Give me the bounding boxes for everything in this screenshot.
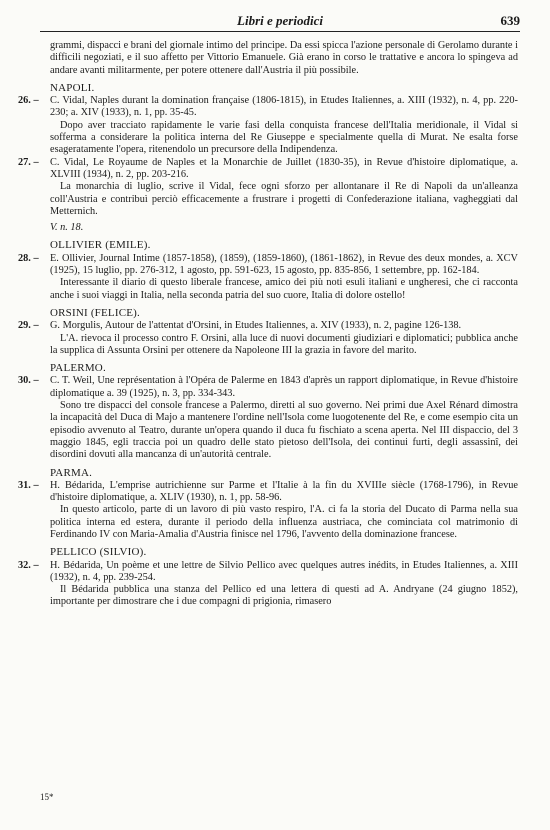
entry-citation: C. Vidal, Naples durant la domination française (1806-1815), in Etudes Italiennes, a. XIII (1932), n. 4, pp. 220-230; a. XIV (1933), n. 1, pp. 35-45.: [50, 95, 518, 119]
bibliography-entry: [18, 320, 518, 332]
see-also-reference: V. n. 18.: [50, 222, 84, 234]
running-head: Libri e periodici: [237, 13, 323, 28]
intro-paragraph: grammi, dispacci e brani del giornale intimo del principe. Da essi spicca l'azione personale di Gerolamo durante i difficili negoziati, e il suo affetto per Vittorio Emanuele. Già erano in corso le trattative e ancora lo spingeva ad andare avanti militarmente, per potere ottenere dall'Austria il più possibile.: [50, 40, 518, 76]
entry-citation: H. Bédarida, Un poème et une lettre de Silvio Pellico avec quelques autres inédits, in Etudes Italiennes, a. XIII (1932), n. 4, pp. 239-254.: [50, 559, 518, 583]
section-heading: NAPOLI.: [50, 81, 95, 94]
entry-annotation: Interessante il diario di questo liberale francese, amico dei più noti esuli italiani e ungheresi, che ci racconta anche i suoi viaggi in Italia, nella seconda patria del suo cuore, Italia di dolore ostello!: [50, 277, 518, 301]
entry-annotation: L'A. rievoca il processo contro F. Orsini, alla luce di nuovi documenti giudiziari e diplomatici; pubblica anche la supplica di Assunta Orsini per ottenere da Napoleone III la grazia in favore del marito.: [50, 332, 518, 356]
signature-mark: 15*: [40, 792, 54, 802]
entry-citation: G. Morgulis, Autour de l'attentat d'Orsini, in Etudes Italiennes, a. XIV (1933), n. 2, pagine 126-138.: [50, 320, 462, 332]
bibliography-entry: [18, 375, 518, 400]
section-heading: PARMA.: [50, 466, 93, 479]
sections: [18, 81, 518, 609]
entry-number: 30. –: [18, 375, 39, 387]
bibliography-entry: [18, 252, 518, 278]
section-heading: ORSINI (FELICE).: [50, 306, 140, 319]
entry-number: 27. –: [18, 156, 39, 168]
page-body: [18, 40, 518, 609]
section-heading: PALERMO.: [50, 362, 106, 375]
entry-number: 29. –: [18, 320, 39, 332]
entry-annotation: In questo articolo, parte di un lavoro di più vasto respiro, l'A. ci fa la storia del Ducato di Parma nella sua politica interna ed estera, durante il periodo della influenza austriaca, che cominciata col matrimonio di Ferdinando IV con Maria-Amalia d'Austria finisce nel 1796, l'avvento della dominazione francese.: [50, 504, 518, 540]
entry-number: 32. –: [18, 559, 39, 571]
bibliography-entry: [18, 559, 518, 585]
bibliography-entry: [18, 156, 518, 182]
entry-citation: E. Ollivier, Journal Intime (1857-1858), (1859), (1859-1860), (1861-1862), in Revue des deux mondes, a. XCV (1925), 15 luglio, pp. 276-312, 1 agosto, pp. 591-623, 15 agosto, pp. 835-856, 1 settembre, pp. 162-184.: [50, 252, 518, 277]
page-header: [40, 13, 520, 32]
entry-annotation: Il Bédarida pubblica una stanza del Pellico ed una lettera di questi ad A. Andryane (24 giugno 1852), importante per dimostrare che i due compagni di prigionia, rimasero: [50, 584, 518, 608]
entry-citation: C. Vidal, Le Royaume de Naples et la Monarchie de Juillet (1830-35), in Revue d'histoire diplomatique, a. XLVIII (1934), n. 2, pp. 203-216.: [50, 156, 518, 180]
entry-annotation: La monarchia di luglio, scrive il Vidal, fece ogni sforzo per allontanare il Re di Napoli da un'alleanza coll'Austria e contribuì perciò efficacemente a frustrare i progetti di Confederazione italiana, vagheggiati dal Metternich.: [50, 181, 518, 217]
entry-citation: H. Bédarida, L'emprise autrichienne sur Parme et l'Italie à la fin du XVIIIe siècle (1768-1796), in Revue d'histoire diplomatique, a. XLIV (1930), n. 1, pp. 58-96.: [50, 479, 518, 504]
entry-number: 26. –: [18, 95, 39, 107]
entry-number: 31. –: [18, 479, 39, 491]
entry-number: 28. –: [18, 252, 39, 264]
page-number: 639: [500, 13, 520, 28]
entry-annotation: Dopo aver tracciato rapidamente le varie fasi della conquista francese dell'Italia meridionale, il Vidal si sofferma a considerare la politica interna del Re Giuseppe e specialmente quella di Murat. Ne esalta forse esageratamente l'opera, ritenendolo un precursore della Indipendenza.: [50, 119, 518, 156]
bibliography-entry: [18, 95, 518, 120]
section-heading: OLLIVIER (EMILE).: [50, 239, 151, 252]
bibliography-entry: [18, 479, 518, 505]
entry-citation: C. T. Weil, Une représentation à l'Opéra de Palerme en 1843 d'après un rapport diplomatique, in Revue d'histoire diplomatique a. 39 (1925), n. 3, pp. 334-343.: [50, 375, 518, 399]
section-heading: PELLICO (SILVIO).: [50, 546, 147, 559]
entry-annotation: Sono tre dispacci del console francese a Palermo, diretti al suo governo. Nei primi due Axel Rénard dimostra la incapacità del Duca di Majo a mantenere l'ordine nell'Isola come luogotenente del Re, e come esempio cita un episodio avvenuto al Teatro, durante un'opera quando il duca fu fischiato a scena aperta. Nel III dispaccio, del 3 maggio 1845, egli traccia poi un quadro delle stato pietoso dell'Isola, dei continui furti, degli assassinî, dei disordini dovuti alla mancanza di un'autorità centrale.: [50, 400, 518, 461]
